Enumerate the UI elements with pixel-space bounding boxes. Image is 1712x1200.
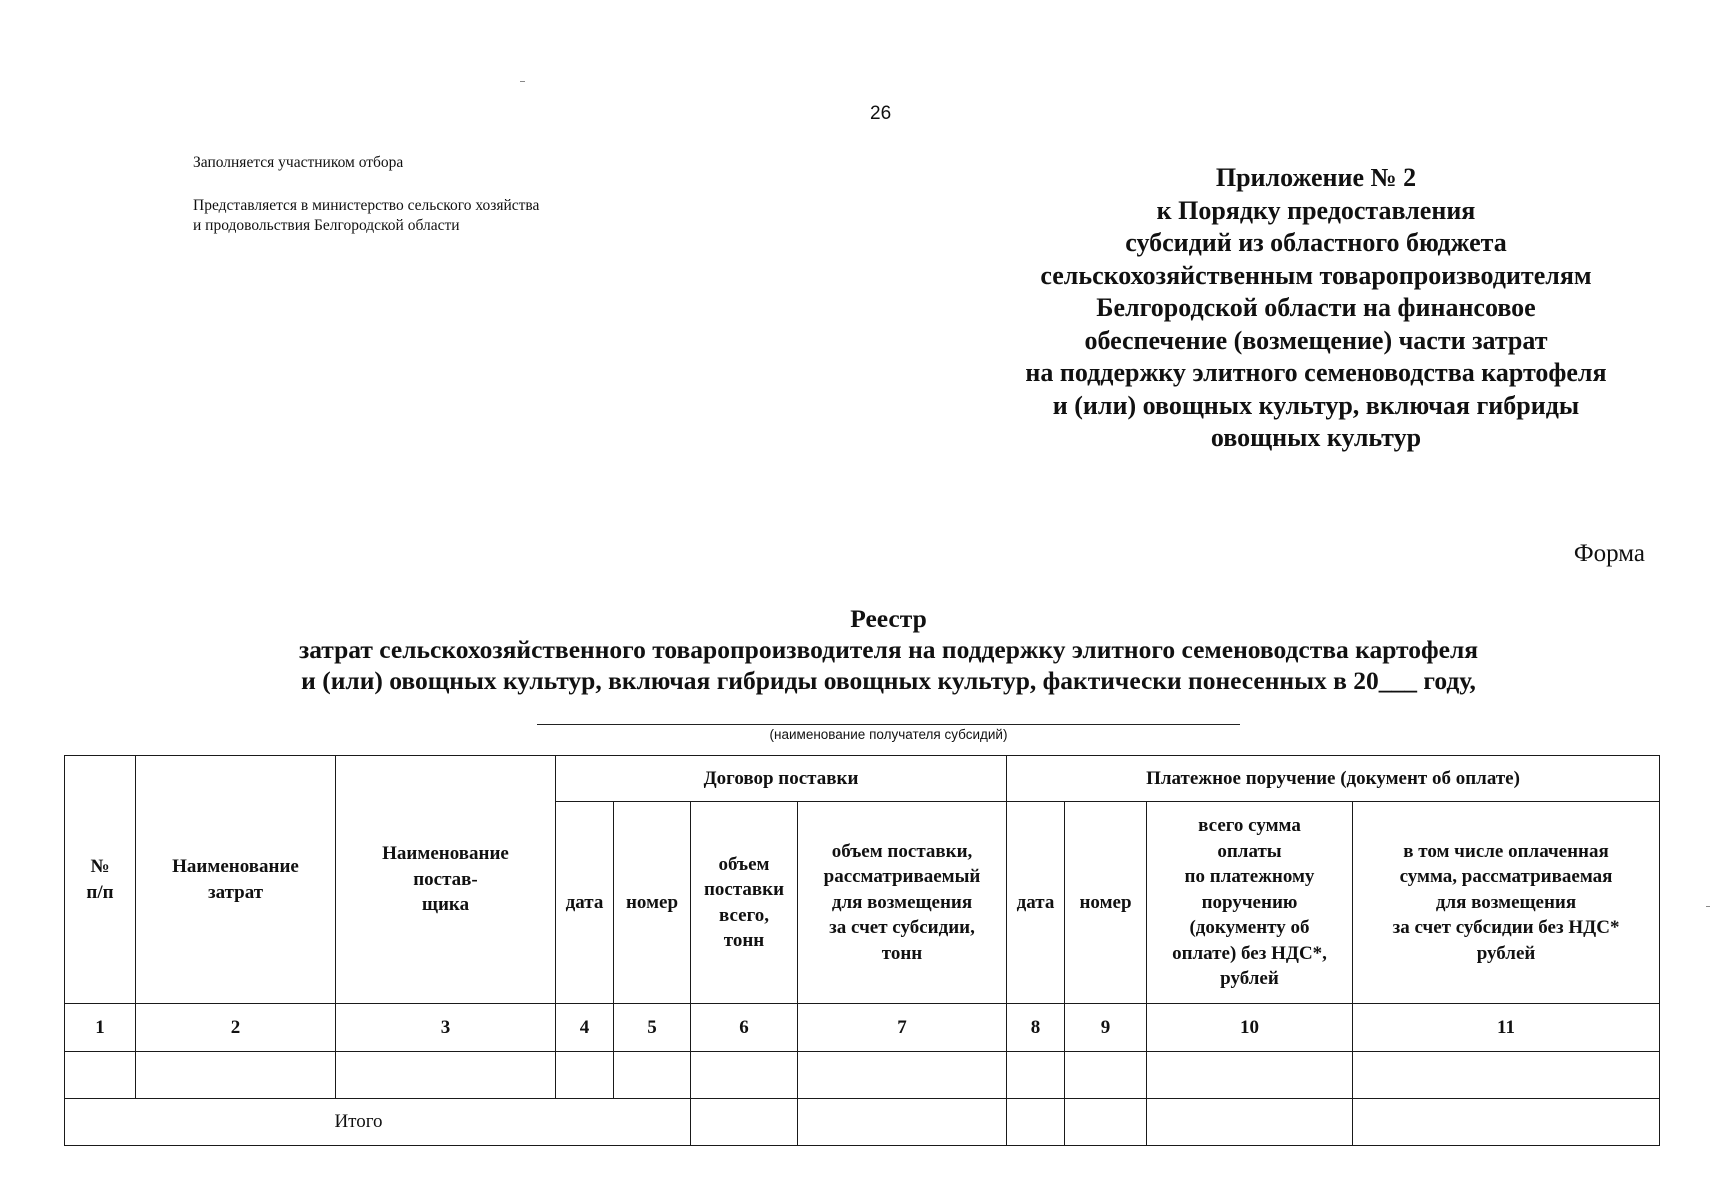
column-number-row	[65, 1004, 1660, 1052]
appendix-line: субсидий из областного бюджета	[1125, 228, 1507, 257]
total-payment-number	[1065, 1099, 1147, 1146]
appendix-line: и (или) овощных культур, включая гибриды	[1052, 390, 1580, 420]
appendix-line: на поддержку элитного семеноводства картофеля	[1025, 358, 1607, 387]
header-contract-number: номер	[614, 802, 691, 1004]
header-contract-date: дата	[556, 802, 614, 1004]
recipient-name-field[interactable]	[537, 724, 1240, 725]
total-payment-total[interactable]	[1147, 1099, 1353, 1146]
column-number: 7	[798, 1004, 1007, 1052]
registry-title-line: и (или) овощных культур, включая гибриды овощных культур, фактически понесенных в 20___ году,	[301, 666, 1476, 695]
appendix-line: Приложение № 2	[1215, 163, 1417, 192]
header-cost-name: Наименование затрат	[136, 756, 336, 1004]
note-submitted-to-line-2: и продовольствия Белгородской области	[193, 217, 460, 234]
header-payment-total: всего сумма оплаты по платежному поручению (документу об оплате) без НДС*, рублей	[1147, 802, 1353, 1004]
total-payment-date	[1007, 1099, 1065, 1146]
header-group-contract: Договор поставки	[556, 756, 1007, 802]
total-label: Итого	[65, 1099, 691, 1146]
appendix-line: к Порядку предоставления	[1156, 195, 1476, 225]
note-filled-by: Заполняется участником отбора	[193, 154, 404, 171]
page-number: 26	[870, 103, 892, 124]
column-number: 4	[556, 1004, 614, 1052]
header-payment-date: дата	[1007, 802, 1065, 1004]
appendix-line: Белгородской области на финансовое	[1096, 293, 1536, 322]
cell-contract-date[interactable]	[556, 1052, 614, 1099]
cell-num[interactable]	[65, 1052, 136, 1099]
column-number: 3	[336, 1004, 556, 1052]
note-submitted-to-line-1: Представляется в министерство сельского хозяйства	[193, 197, 540, 214]
scan-artifact	[520, 81, 525, 82]
cell-payment-number[interactable]	[1065, 1052, 1147, 1099]
header-payment-number: номер	[1065, 802, 1147, 1004]
table-row	[65, 1052, 1660, 1099]
appendix-line: обеспечение (возмещение) части затрат	[1084, 325, 1548, 355]
cell-payment-date[interactable]	[1007, 1052, 1065, 1099]
column-number: 6	[691, 1004, 798, 1052]
appendix-line: овощных культур	[1210, 423, 1422, 452]
column-number: 9	[1065, 1004, 1147, 1052]
column-number: 1	[65, 1004, 136, 1052]
total-row	[65, 1099, 1660, 1146]
scan-artifact	[1706, 906, 1710, 907]
recipient-caption: (наименование получателя субсидий)	[769, 727, 1008, 742]
registry-title	[0, 603, 1712, 696]
column-number: 5	[614, 1004, 691, 1052]
header-payment-subsidy: в том числе оплаченная сумма, рассматриваемая для возмещения за счет субсидии без НДС* рублей	[1353, 802, 1660, 1004]
column-number: 10	[1147, 1004, 1353, 1052]
total-contract-volume-subsidy[interactable]	[798, 1099, 1007, 1146]
total-payment-subsidy[interactable]	[1353, 1099, 1660, 1146]
cell-supplier[interactable]	[336, 1052, 556, 1099]
column-number: 2	[136, 1004, 336, 1052]
header-supplier: Наименование постав- щика	[336, 756, 556, 1004]
header-contract-volume-total: объем поставки всего, тонн	[691, 802, 798, 1004]
header-contract-volume-subsidy: объем поставки, рассматриваемый для возмещения за счет субсидии, тонн	[798, 802, 1007, 1004]
appendix-line: сельскохозяйственным товаропроизводителям	[1040, 260, 1592, 290]
cell-contract-number[interactable]	[614, 1052, 691, 1099]
cell-cost-name[interactable]	[136, 1052, 336, 1099]
column-number: 11	[1353, 1004, 1660, 1052]
cell-contract-volume-subsidy[interactable]	[798, 1052, 1007, 1099]
registry-title-main: Реестр	[850, 604, 927, 633]
header-group-payment: Платежное поручение (документ об оплате)	[1007, 756, 1660, 802]
note-submitted-to	[193, 196, 539, 236]
form-label: Форма	[1573, 540, 1645, 567]
registry-title-line: затрат сельскохозяйственного товаропроизводителя на поддержку элитного семеноводства картофеля	[298, 635, 1479, 664]
cell-payment-subsidy[interactable]	[1353, 1052, 1660, 1099]
cell-payment-total[interactable]	[1147, 1052, 1353, 1099]
cell-contract-volume-total[interactable]	[691, 1052, 798, 1099]
header-num: № п/п	[65, 756, 136, 1004]
total-contract-volume-total[interactable]	[691, 1099, 798, 1146]
column-number: 8	[1007, 1004, 1065, 1052]
registry-table	[64, 755, 1660, 1146]
appendix-heading	[960, 162, 1672, 455]
